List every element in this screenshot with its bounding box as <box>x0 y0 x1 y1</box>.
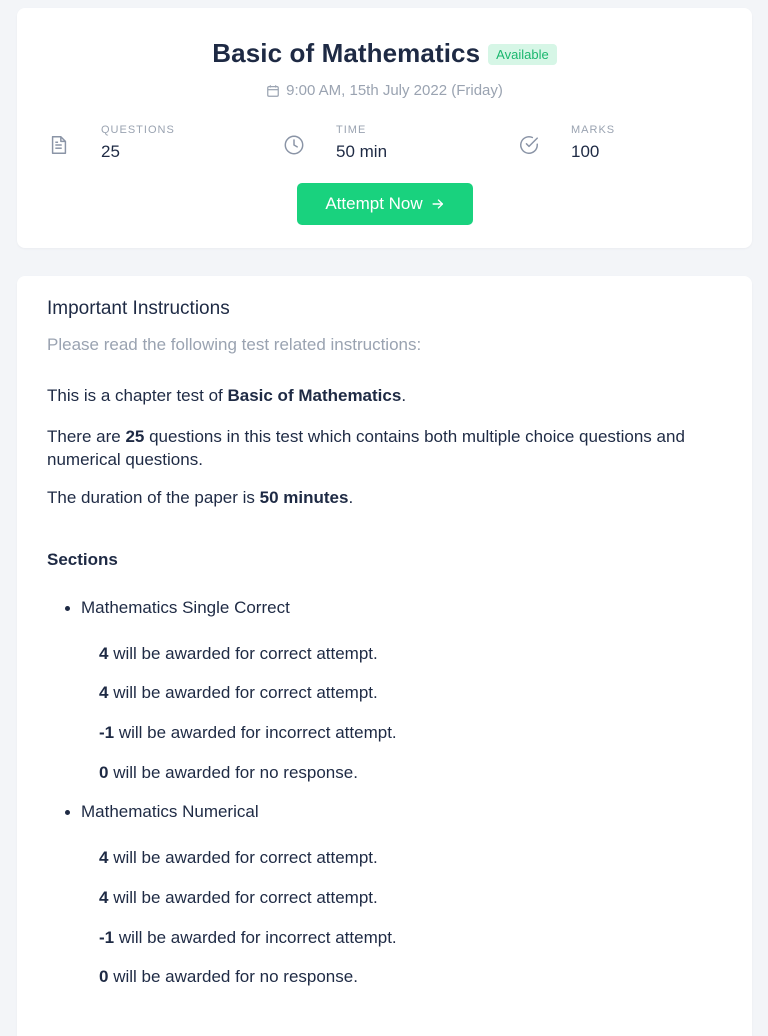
section-item: Mathematics Single Correct <box>81 598 290 617</box>
stat-time <box>283 124 387 162</box>
attempt-now-button[interactable] <box>297 183 473 225</box>
time-value: 50 min <box>336 142 388 161</box>
instruction-chapter: This is a chapter test of Basic of Mathematics. <box>47 386 407 405</box>
instructions-subheading: Please read the following test related instructions: <box>47 335 422 354</box>
check-circle-icon <box>518 134 540 156</box>
marking-rule: 0 will be awarded for no response. <box>99 763 358 782</box>
questions-value: 25 <box>101 142 120 161</box>
marking-rule: 4 will be awarded for correct attempt. <box>99 683 378 702</box>
attempt-now-label: Attempt Now <box>325 194 423 213</box>
status-badge: Available <box>488 44 557 65</box>
title-row <box>17 38 752 69</box>
marking-rule: 4 will be awarded for correct attempt. <box>99 888 378 907</box>
document-icon <box>48 134 70 156</box>
time-label: TIME <box>336 124 367 136</box>
arrow-right-icon <box>431 197 445 211</box>
instruction-duration: The duration of the paper is 50 minutes. <box>47 488 354 507</box>
instruction-questions: There are 25 questions in this test which contains both multiple choice questions and numerical questions. <box>47 427 685 469</box>
instructions-card <box>17 276 752 1036</box>
marking-rule: 0 will be awarded for no response. <box>99 967 358 986</box>
sections-heading: Sections <box>47 550 118 569</box>
test-title: Basic of Mathematics <box>212 38 481 68</box>
stat-marks <box>518 124 615 162</box>
marks-label: MARKS <box>571 124 616 136</box>
marking-rule: 4 will be awarded for correct attempt. <box>99 644 378 663</box>
stat-questions <box>48 124 175 162</box>
section-item: Mathematics Numerical <box>81 802 259 821</box>
calendar-icon <box>266 84 280 98</box>
datetime-text: 9:00 AM, 15th July 2022 (Friday) <box>286 82 503 99</box>
instructions-heading: Important Instructions <box>47 298 230 319</box>
test-summary-card <box>17 8 752 248</box>
marking-rule: -1 will be awarded for incorrect attempt. <box>99 928 397 947</box>
clock-icon <box>283 134 305 156</box>
marks-value: 100 <box>571 142 600 161</box>
marking-rule: 4 will be awarded for correct attempt. <box>99 848 378 867</box>
questions-label: QUESTIONS <box>101 124 175 136</box>
test-datetime <box>17 82 752 99</box>
marking-rule: -1 will be awarded for incorrect attempt. <box>99 723 397 742</box>
